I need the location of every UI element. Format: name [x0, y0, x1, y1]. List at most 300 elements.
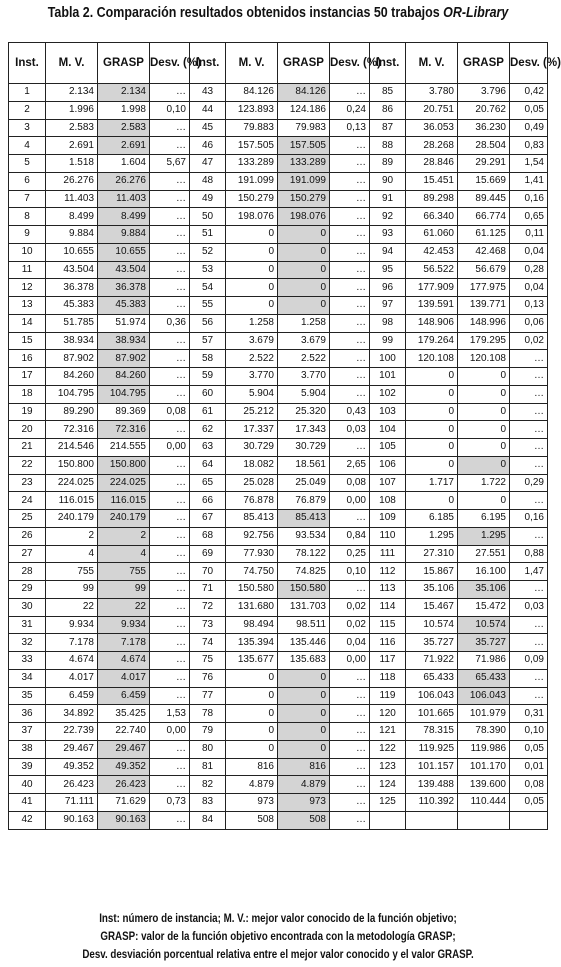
mv-cell: 35.106 — [406, 581, 458, 599]
grasp-cell: 93.534 — [278, 527, 330, 545]
inst-cell: 106 — [370, 456, 406, 474]
desv-cell: … — [150, 350, 190, 368]
mv-cell: 150.279 — [226, 190, 278, 208]
inst-cell: 8 — [9, 208, 46, 226]
inst-cell: 25 — [9, 510, 46, 528]
table-row — [9, 403, 548, 421]
mv-cell: 4 — [46, 545, 98, 563]
grasp-cell: 51.974 — [98, 314, 150, 332]
inst-cell: 78 — [190, 705, 226, 723]
inst-cell: 19 — [9, 403, 46, 421]
grasp-cell: 148.996 — [458, 314, 510, 332]
table-row — [9, 581, 548, 599]
desv-cell: … — [510, 368, 548, 386]
grasp-cell: 25.320 — [278, 403, 330, 421]
mv-cell: 22 — [46, 598, 98, 616]
inst-cell: 21 — [9, 439, 46, 457]
grasp-cell: 76.879 — [278, 492, 330, 510]
mv-cell: 7.178 — [46, 634, 98, 652]
inst-cell: 1 — [9, 84, 46, 102]
table-row — [9, 598, 548, 616]
grasp-cell: 35.106 — [458, 581, 510, 599]
desv-cell: 0,42 — [510, 84, 548, 102]
inst-cell: 37 — [9, 723, 46, 741]
desv-cell: 0,73 — [150, 794, 190, 812]
desv-cell: … — [510, 350, 548, 368]
desv-cell: 0,29 — [510, 474, 548, 492]
grasp-cell: 101.979 — [458, 705, 510, 723]
grasp-cell: 28.504 — [458, 137, 510, 155]
desv-cell: … — [150, 527, 190, 545]
table-row — [9, 456, 548, 474]
header-inst: Inst. — [190, 43, 226, 84]
mv-cell: 26.276 — [46, 172, 98, 190]
inst-cell: 63 — [190, 439, 226, 457]
header-row — [9, 43, 548, 84]
grasp-cell: 11.403 — [98, 190, 150, 208]
inst-cell: 57 — [190, 332, 226, 350]
inst-cell: 53 — [190, 261, 226, 279]
mv-cell: 157.505 — [226, 137, 278, 155]
inst-cell: 41 — [9, 794, 46, 812]
grasp-cell: 1.295 — [458, 527, 510, 545]
mv-cell: 87.902 — [46, 350, 98, 368]
table-row — [9, 723, 548, 741]
desv-cell: 0,49 — [510, 119, 548, 137]
mv-cell: 0 — [226, 279, 278, 297]
table-row — [9, 811, 548, 829]
inst-cell: 121 — [370, 723, 406, 741]
grasp-cell: 104.795 — [98, 385, 150, 403]
mv-cell: 65.433 — [406, 669, 458, 687]
inst-cell: 125 — [370, 794, 406, 812]
inst-cell: 49 — [190, 190, 226, 208]
inst-cell: 47 — [190, 155, 226, 173]
inst-cell: 88 — [370, 137, 406, 155]
inst-cell: 36 — [9, 705, 46, 723]
inst-cell: 42 — [9, 811, 46, 829]
mv-cell: 2 — [46, 527, 98, 545]
inst-cell: 105 — [370, 439, 406, 457]
footnote-line: Desv. desviación porcentual relativa entre el mejor valor conocido y el valor GRASP. — [82, 949, 474, 961]
inst-cell: 92 — [370, 208, 406, 226]
grasp-cell: 89.369 — [98, 403, 150, 421]
inst-cell: 85 — [370, 84, 406, 102]
inst-cell: 38 — [9, 740, 46, 758]
header-mv: M. V. — [226, 43, 278, 84]
grasp-cell: 5.904 — [278, 385, 330, 403]
mv-cell: 191.099 — [226, 172, 278, 190]
desv-cell: … — [150, 84, 190, 102]
desv-cell: … — [150, 190, 190, 208]
table-row — [9, 297, 548, 315]
grasp-cell: 198.076 — [278, 208, 330, 226]
inst-cell: 123 — [370, 758, 406, 776]
inst-cell: 11 — [9, 261, 46, 279]
grasp-cell: 9.884 — [98, 226, 150, 244]
inst-cell: 115 — [370, 616, 406, 634]
grasp-cell: 135.683 — [278, 652, 330, 670]
grasp-cell: 0 — [458, 439, 510, 457]
grasp-cell: 18.561 — [278, 456, 330, 474]
inst-cell: 113 — [370, 581, 406, 599]
mv-cell: 66.340 — [406, 208, 458, 226]
mv-cell: 0 — [226, 705, 278, 723]
inst-cell: 16 — [9, 350, 46, 368]
grasp-cell: 29.467 — [98, 740, 150, 758]
desv-cell: … — [330, 226, 370, 244]
grasp-cell: 8.499 — [98, 208, 150, 226]
desv-cell: … — [150, 563, 190, 581]
inst-cell: 33 — [9, 652, 46, 670]
desv-cell: 0,00 — [330, 652, 370, 670]
mv-cell: 6.459 — [46, 687, 98, 705]
mv-cell: 120.108 — [406, 350, 458, 368]
desv-cell: … — [330, 350, 370, 368]
desv-cell: … — [150, 385, 190, 403]
table-row — [9, 172, 548, 190]
inst-cell: 64 — [190, 456, 226, 474]
inst-cell: 48 — [190, 172, 226, 190]
desv-cell: … — [330, 705, 370, 723]
grasp-cell: 973 — [278, 794, 330, 812]
grasp-cell: 20.762 — [458, 101, 510, 119]
mv-cell: 74.750 — [226, 563, 278, 581]
inst-cell: 23 — [9, 474, 46, 492]
desv-cell: … — [510, 581, 548, 599]
grasp-cell: 26.276 — [98, 172, 150, 190]
desv-cell: 0,10 — [510, 723, 548, 741]
inst-cell: 54 — [190, 279, 226, 297]
desv-cell: 1,54 — [510, 155, 548, 173]
inst-cell: 107 — [370, 474, 406, 492]
grasp-cell: 106.043 — [458, 687, 510, 705]
desv-cell: … — [330, 794, 370, 812]
grasp-cell: 1.258 — [278, 314, 330, 332]
grasp-cell: 4.017 — [98, 669, 150, 687]
desv-cell: … — [510, 669, 548, 687]
mv-cell: 0 — [226, 297, 278, 315]
inst-cell: 74 — [190, 634, 226, 652]
mv-cell: 15.867 — [406, 563, 458, 581]
mv-cell: 0 — [406, 385, 458, 403]
mv-cell: 3.679 — [226, 332, 278, 350]
desv-cell: … — [150, 137, 190, 155]
mv-cell: 34.892 — [46, 705, 98, 723]
table-row — [9, 368, 548, 386]
inst-cell: 102 — [370, 385, 406, 403]
desv-cell: … — [510, 687, 548, 705]
table-row — [9, 84, 548, 102]
grasp-cell: 1.722 — [458, 474, 510, 492]
grasp-cell: 816 — [278, 758, 330, 776]
grasp-cell: 4.879 — [278, 776, 330, 794]
table-row — [9, 652, 548, 670]
desv-cell: … — [150, 740, 190, 758]
grasp-cell: 45.383 — [98, 297, 150, 315]
desv-cell: 0,02 — [330, 616, 370, 634]
inst-cell: 68 — [190, 527, 226, 545]
mv-cell: 1.518 — [46, 155, 98, 173]
mv-cell: 84.260 — [46, 368, 98, 386]
desv-cell: 0,28 — [510, 261, 548, 279]
mv-cell: 79.883 — [226, 119, 278, 137]
inst-cell: 45 — [190, 119, 226, 137]
grasp-cell: 87.902 — [98, 350, 150, 368]
desv-cell: … — [510, 385, 548, 403]
grasp-cell: 36.378 — [98, 279, 150, 297]
desv-cell: … — [330, 155, 370, 173]
desv-cell: 0,03 — [510, 598, 548, 616]
inst-cell: 101 — [370, 368, 406, 386]
desv-cell: … — [150, 261, 190, 279]
inst-cell: 50 — [190, 208, 226, 226]
desv-cell: … — [150, 421, 190, 439]
grasp-cell: 0 — [458, 421, 510, 439]
desv-cell: … — [510, 616, 548, 634]
mv-cell: 77.930 — [226, 545, 278, 563]
inst-cell: 24 — [9, 492, 46, 510]
inst-cell: 82 — [190, 776, 226, 794]
mv-cell: 2.522 — [226, 350, 278, 368]
inst-cell — [370, 811, 406, 829]
mv-cell: 89.298 — [406, 190, 458, 208]
inst-cell: 52 — [190, 243, 226, 261]
desv-cell: 0,00 — [150, 723, 190, 741]
table-row — [9, 669, 548, 687]
inst-cell: 73 — [190, 616, 226, 634]
desv-cell: … — [150, 474, 190, 492]
grasp-cell: 7.178 — [98, 634, 150, 652]
grasp-cell: 0 — [458, 385, 510, 403]
grasp-cell: 0 — [278, 687, 330, 705]
grasp-cell: 131.703 — [278, 598, 330, 616]
grasp-cell: 84.126 — [278, 84, 330, 102]
inst-cell: 7 — [9, 190, 46, 208]
inst-cell: 55 — [190, 297, 226, 315]
mv-cell: 42.453 — [406, 243, 458, 261]
desv-cell: … — [150, 687, 190, 705]
mv-cell: 84.126 — [226, 84, 278, 102]
mv-cell: 101.157 — [406, 758, 458, 776]
desv-cell: … — [150, 226, 190, 244]
mv-cell: 35.727 — [406, 634, 458, 652]
grasp-cell: 2.134 — [98, 84, 150, 102]
mv-cell: 98.494 — [226, 616, 278, 634]
mv-cell: 973 — [226, 794, 278, 812]
inst-cell: 114 — [370, 598, 406, 616]
grasp-cell: 110.444 — [458, 794, 510, 812]
table-row — [9, 616, 548, 634]
mv-cell: 26.423 — [46, 776, 98, 794]
inst-cell: 76 — [190, 669, 226, 687]
inst-cell: 32 — [9, 634, 46, 652]
table-caption — [39, 0, 517, 28]
inst-cell: 77 — [190, 687, 226, 705]
mv-cell: 0 — [226, 669, 278, 687]
header-inst: Inst. — [370, 43, 406, 84]
inst-cell: 9 — [9, 226, 46, 244]
table-row — [9, 350, 548, 368]
mv-cell: 0 — [406, 421, 458, 439]
grasp-cell: 0 — [278, 669, 330, 687]
grasp-cell: 36.230 — [458, 119, 510, 137]
inst-cell: 59 — [190, 368, 226, 386]
inst-cell: 100 — [370, 350, 406, 368]
desv-cell: … — [330, 279, 370, 297]
inst-cell: 119 — [370, 687, 406, 705]
inst-cell: 116 — [370, 634, 406, 652]
desv-cell: 0,01 — [510, 758, 548, 776]
grasp-cell: 177.975 — [458, 279, 510, 297]
grasp-cell: 0 — [278, 705, 330, 723]
mv-cell: 150.800 — [46, 456, 98, 474]
desv-cell: … — [330, 243, 370, 261]
table-row — [9, 474, 548, 492]
desv-cell: 1,47 — [510, 563, 548, 581]
desv-cell: … — [150, 811, 190, 829]
desv-cell: … — [510, 456, 548, 474]
mv-cell: 139.488 — [406, 776, 458, 794]
mv-cell: 148.906 — [406, 314, 458, 332]
grasp-cell: 22.740 — [98, 723, 150, 741]
desv-cell: … — [510, 421, 548, 439]
table-row — [9, 563, 548, 581]
mv-cell: 92.756 — [226, 527, 278, 545]
inst-cell: 112 — [370, 563, 406, 581]
grasp-cell: 2 — [98, 527, 150, 545]
mv-cell: 150.580 — [226, 581, 278, 599]
mv-cell: 755 — [46, 563, 98, 581]
mv-cell: 85.413 — [226, 510, 278, 528]
table-row — [9, 492, 548, 510]
mv-cell: 1.295 — [406, 527, 458, 545]
desv-cell: … — [150, 545, 190, 563]
desv-cell: 0,16 — [510, 510, 548, 528]
mv-cell: 104.795 — [46, 385, 98, 403]
desv-cell: 0,08 — [330, 474, 370, 492]
grasp-cell: 65.433 — [458, 669, 510, 687]
grasp-cell: 224.025 — [98, 474, 150, 492]
mv-cell: 28.268 — [406, 137, 458, 155]
header-grasp: GRASP — [458, 43, 510, 84]
desv-cell: … — [150, 456, 190, 474]
mv-cell: 0 — [406, 456, 458, 474]
mv-cell: 6.185 — [406, 510, 458, 528]
mv-cell: 76.878 — [226, 492, 278, 510]
header-inst: Inst. — [9, 43, 46, 84]
desv-cell: … — [330, 314, 370, 332]
mv-cell: 8.499 — [46, 208, 98, 226]
grasp-cell: 71.629 — [98, 794, 150, 812]
mv-cell: 101.665 — [406, 705, 458, 723]
desv-cell: 0,04 — [510, 243, 548, 261]
mv-cell: 1.258 — [226, 314, 278, 332]
inst-cell: 65 — [190, 474, 226, 492]
desv-cell: 0,11 — [510, 226, 548, 244]
mv-cell: 49.352 — [46, 758, 98, 776]
mv-cell: 51.785 — [46, 314, 98, 332]
desv-cell: … — [510, 527, 548, 545]
inst-cell: 10 — [9, 243, 46, 261]
desv-cell: … — [150, 119, 190, 137]
inst-cell: 60 — [190, 385, 226, 403]
desv-cell: … — [510, 634, 548, 652]
desv-cell: … — [150, 634, 190, 652]
mv-cell: 0 — [226, 243, 278, 261]
desv-cell: … — [330, 687, 370, 705]
inst-cell: 44 — [190, 101, 226, 119]
inst-cell: 46 — [190, 137, 226, 155]
grasp-cell: 150.279 — [278, 190, 330, 208]
table-row — [9, 545, 548, 563]
inst-cell: 2 — [9, 101, 46, 119]
desv-cell: 0,16 — [510, 190, 548, 208]
desv-cell: … — [330, 261, 370, 279]
grasp-cell: 120.108 — [458, 350, 510, 368]
inst-cell: 12 — [9, 279, 46, 297]
mv-cell: 3.770 — [226, 368, 278, 386]
mv-cell: 5.904 — [226, 385, 278, 403]
table-row — [9, 776, 548, 794]
inst-cell: 67 — [190, 510, 226, 528]
table-row — [9, 385, 548, 403]
desv-cell: … — [330, 723, 370, 741]
mv-cell: 9.934 — [46, 616, 98, 634]
inst-cell: 81 — [190, 758, 226, 776]
inst-cell: 15 — [9, 332, 46, 350]
desv-cell: 5,67 — [150, 155, 190, 173]
grasp-cell: 1.604 — [98, 155, 150, 173]
inst-cell: 99 — [370, 332, 406, 350]
mv-cell: 22.739 — [46, 723, 98, 741]
grasp-cell: 0 — [458, 492, 510, 510]
mv-cell: 0 — [406, 439, 458, 457]
mv-cell: 135.677 — [226, 652, 278, 670]
inst-cell: 51 — [190, 226, 226, 244]
mv-cell: 240.179 — [46, 510, 98, 528]
desv-cell: 0,08 — [150, 403, 190, 421]
desv-cell: … — [150, 776, 190, 794]
inst-cell: 61 — [190, 403, 226, 421]
inst-cell: 75 — [190, 652, 226, 670]
inst-cell: 14 — [9, 314, 46, 332]
mv-cell: 10.574 — [406, 616, 458, 634]
table-row — [9, 687, 548, 705]
table-row — [9, 155, 548, 173]
desv-cell: … — [330, 137, 370, 155]
grasp-cell: 78.390 — [458, 723, 510, 741]
mv-cell: 179.264 — [406, 332, 458, 350]
grasp-cell: 240.179 — [98, 510, 150, 528]
inst-cell: 111 — [370, 545, 406, 563]
desv-cell: 0,13 — [510, 297, 548, 315]
desv-cell: … — [330, 811, 370, 829]
inst-cell: 109 — [370, 510, 406, 528]
desv-cell: 0,36 — [150, 314, 190, 332]
desv-cell: … — [150, 652, 190, 670]
table-row — [9, 261, 548, 279]
inst-cell: 90 — [370, 172, 406, 190]
mv-cell: 0 — [226, 226, 278, 244]
desv-cell: 0,09 — [510, 652, 548, 670]
mv-cell: 123.893 — [226, 101, 278, 119]
mv-cell: 28.846 — [406, 155, 458, 173]
mv-cell: 214.546 — [46, 439, 98, 457]
grasp-cell: 508 — [278, 811, 330, 829]
desv-cell: … — [330, 439, 370, 457]
desv-cell: 0,06 — [510, 314, 548, 332]
